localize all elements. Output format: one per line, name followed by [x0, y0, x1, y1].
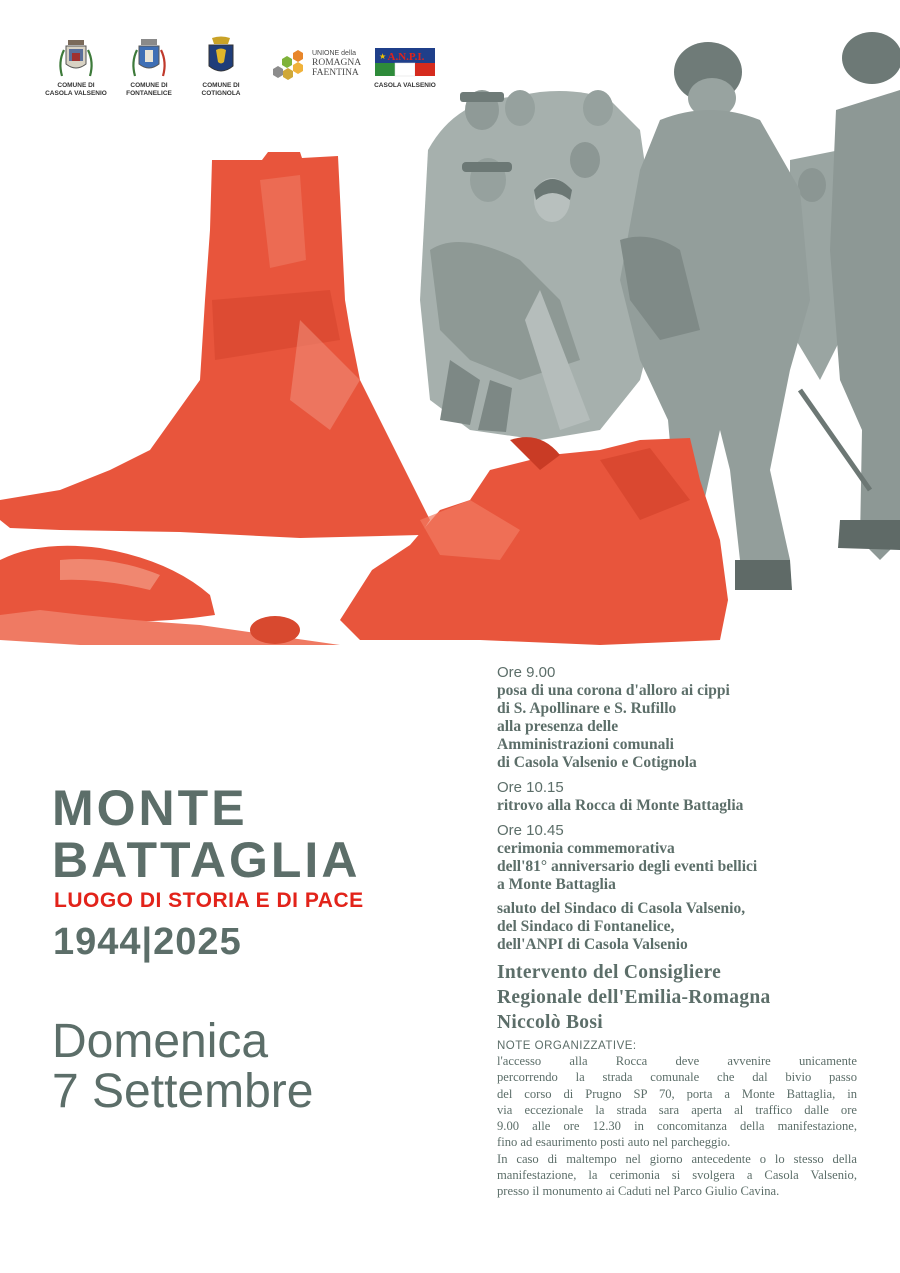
program-line: di Casola Valsenio e Cotignola [497, 754, 697, 771]
greeting-line: del Sindaco di Fontanelice, [497, 918, 675, 935]
program-line: di S. Apollinare e S. Rufillo [497, 700, 677, 717]
program-item-0900 [497, 663, 857, 772]
notes-title: NOTE ORGANIZZATIVE: [497, 1040, 637, 1052]
note-line: l'accesso alla Rocca deve avvenire unicamente [497, 1054, 857, 1068]
program-line: cerimonia commemorativa [497, 840, 675, 857]
fontanelice-caption-1: COMUNE DI [130, 82, 168, 89]
note-line: 9.00 alle ore 12.30 in concomitanza della manifestazione, [497, 1119, 857, 1134]
date-day-month: 7 Settembre [52, 1065, 314, 1118]
program-item-1015 [497, 778, 857, 815]
program-line: Amministrazioni comunali [497, 736, 674, 753]
program-time: Ore 9.00 [497, 664, 556, 681]
program-line: ritrovo alla Rocca di Monte Battaglia [497, 797, 744, 814]
speech-line: Niccolò Bosi [497, 1012, 603, 1033]
greeting-line: dell'ANPI di Casola Valsenio [497, 936, 688, 953]
note-line: presso il monumento ai Caduti nel Parco Giulio Cavina. [497, 1184, 780, 1199]
fontanelice-caption-2: FONTANELICE [126, 89, 172, 97]
program-time: Ore 10.45 [497, 822, 564, 839]
note-line: via eccezionale la strada sara aperta al traffico dalle ore [497, 1102, 857, 1117]
anpi-mark-text: A.N.P.I. [387, 51, 425, 63]
unione-line-3: FAENTINA [312, 68, 359, 78]
note-line: manifestazione, la cerimonia si svolgera a Casola Valsenio, [497, 1168, 857, 1183]
subtitle: LUOGO DI STORIA E DI PACE [54, 889, 364, 912]
note-line: percorrendo la strada comunale che dal bivio passo [497, 1070, 857, 1085]
event-program [497, 663, 857, 1200]
cotignola-caption-1: COMUNE DI [202, 82, 240, 89]
program-greetings [497, 900, 857, 954]
program-line: posa di una corona d'alloro ai cippi [497, 682, 730, 699]
greeting-line: saluto del Sindaco di Casola Valsenio, [497, 900, 746, 917]
program-item-1045 [497, 821, 857, 894]
program-line: dell'81° anniversario degli eventi bellici [497, 858, 758, 875]
unione-line-2: ROMAGNA [312, 58, 362, 68]
years-heading: 1944|2025 [53, 921, 242, 963]
organizational-notes [497, 1053, 857, 1200]
rocca-tower-ruin-illustration [0, 152, 430, 538]
title-line-1: MONTE [52, 780, 248, 836]
note-line: In caso di maltempo nel giorno antecedente o lo stesso della [497, 1151, 857, 1166]
note-line: del corso di Prugno SP 70, porta a Monte Battaglia, in [497, 1086, 857, 1101]
unione-line-1: UNIONE della [312, 50, 356, 57]
program-line: alla presenza delle [497, 718, 619, 735]
speech-line: Regionale dell'Emilia-Romagna [497, 987, 771, 1008]
speech-line: Intervento del Consigliere [497, 962, 722, 983]
program-speech [497, 960, 857, 1035]
cotignola-caption-2: COTIGNOLA [201, 89, 241, 97]
note-line: fino ad esaurimento posti auto nel parcheggio. [497, 1135, 731, 1150]
casola-caption-1: COMUNE DI [57, 82, 95, 89]
date-weekday: Domenica [52, 1015, 269, 1068]
star-icon: ★ [379, 52, 387, 61]
anpi-caption: CASOLA VALSENIO [374, 82, 436, 89]
hero-collage-image [0, 30, 900, 660]
title-line-2: BATTAGLIA [52, 832, 361, 888]
program-line: a Monte Battaglia [497, 876, 616, 893]
program-time: Ore 10.15 [497, 779, 564, 796]
casola-caption-2: CASOLA VALSENIO [45, 89, 107, 97]
